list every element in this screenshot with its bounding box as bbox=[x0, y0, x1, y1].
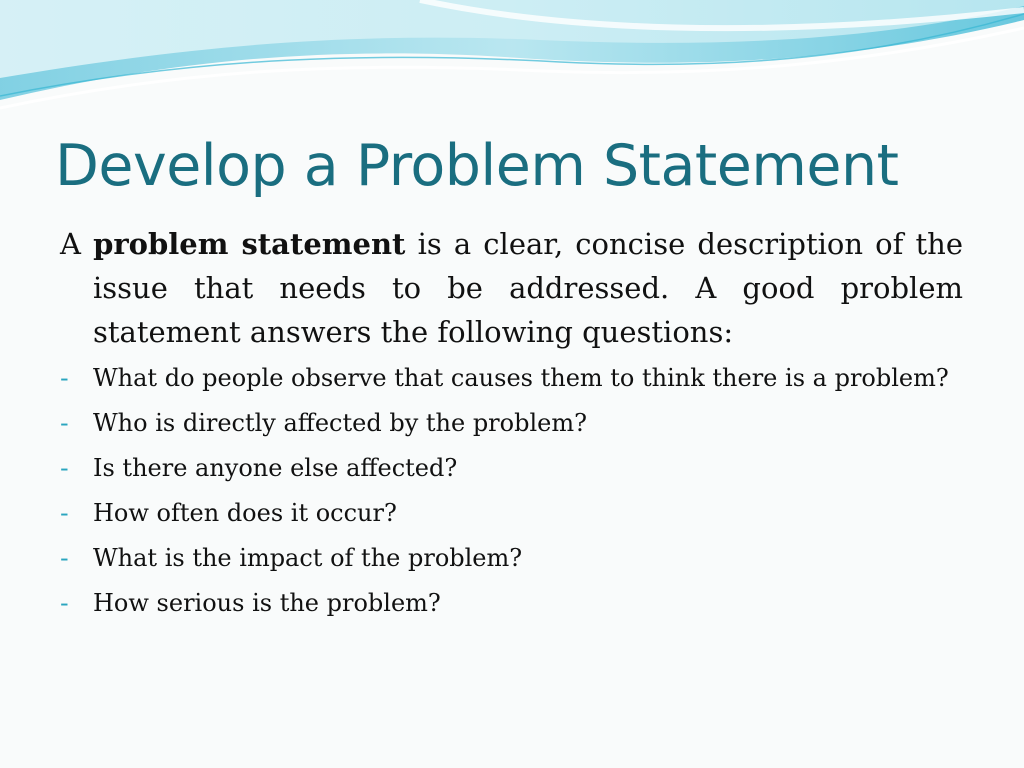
slide-body bbox=[60, 222, 963, 630]
list-item bbox=[60, 450, 963, 487]
dash-bullet-icon: - bbox=[60, 544, 69, 572]
list-item bbox=[60, 585, 963, 622]
intro-rest: is a clear, concise description of the issue that needs to be addressed. A good problem statement answers the following questions: bbox=[93, 227, 963, 349]
dash-bullet-icon: - bbox=[60, 499, 69, 527]
question-text: Who is directly affected by the problem? bbox=[93, 409, 587, 437]
list-item bbox=[60, 540, 963, 577]
dash-bullet-icon: - bbox=[60, 409, 69, 437]
intro-bold-term: problem statement bbox=[93, 227, 406, 261]
question-text: What is the impact of the problem? bbox=[93, 544, 523, 572]
intro-paragraph bbox=[60, 222, 963, 354]
list-item bbox=[60, 495, 963, 532]
slide-title: Develop a Problem Statement bbox=[55, 133, 899, 199]
dash-bullet-icon: - bbox=[60, 364, 69, 392]
question-text: How serious is the problem? bbox=[93, 589, 441, 617]
intro-prefix: A bbox=[60, 227, 94, 261]
question-list bbox=[60, 360, 963, 622]
list-item bbox=[60, 405, 963, 442]
wave-decoration bbox=[0, 0, 1024, 120]
dash-bullet-icon: - bbox=[60, 589, 69, 617]
list-item bbox=[60, 360, 963, 397]
question-text: Is there anyone else affected? bbox=[93, 454, 458, 482]
question-text: How often does it occur? bbox=[93, 499, 397, 527]
question-text: What do people observe that causes them to think there is a problem? bbox=[93, 364, 949, 392]
dash-bullet-icon: - bbox=[60, 454, 69, 482]
